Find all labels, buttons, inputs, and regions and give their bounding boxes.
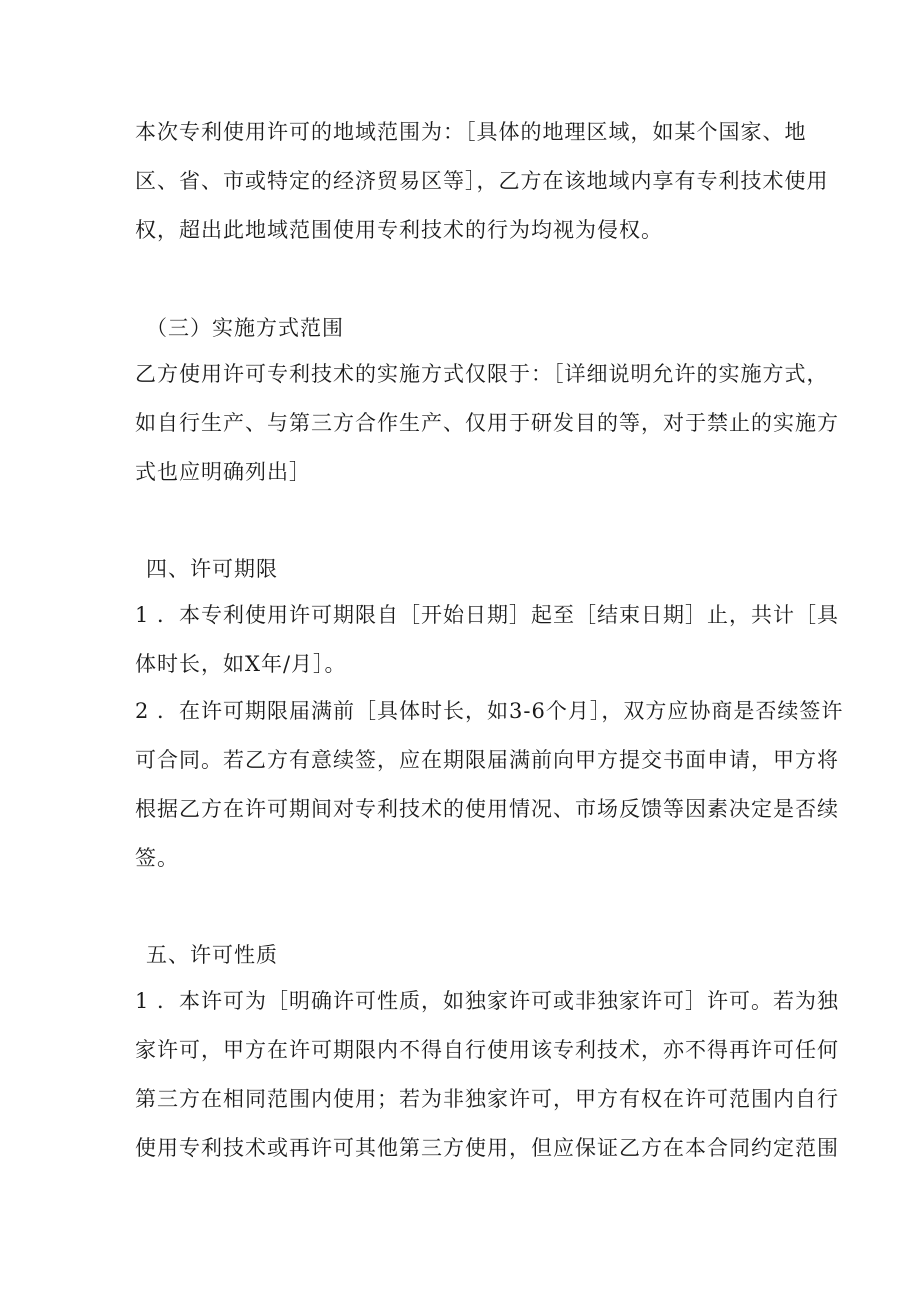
list-item-line: 体时长，如X年/月］。 — [135, 652, 347, 676]
list-item-line: 签。 — [135, 846, 179, 870]
section-heading: 五、许可性质 — [146, 943, 278, 967]
list-item-line: 2 ．在许可期限届满前［具体时长，如3-6个月］，双方应协商是否续签许 — [135, 699, 844, 723]
section-heading: 四、许可期限 — [146, 557, 278, 581]
list-item-line: 使用专利技术或再许可其他第三方使用，但应保证乙方在本合同约定范围 — [135, 1136, 839, 1160]
list-item-line: 根据乙方在许可期间对专利技术的使用情况、市场反馈等因素决定是否续 — [135, 797, 839, 821]
paragraph-line: 区、省、市或特定的经济贸易区等］，乙方在该地域内享有专利技术使用 — [135, 169, 829, 193]
paragraph-line: 权，超出此地域范围使用专利技术的行为均视为侵权。 — [135, 218, 663, 242]
paragraph-line: 如自行生产、与第三方合作生产、仅用于研发目的等，对于禁止的实施方 — [135, 411, 839, 435]
list-item-line: 1 ．本许可为［明确许可性质，如独家许可或非独家许可］许可。若为独 — [135, 989, 840, 1013]
paragraph-line: 本次专利使用许可的地域范围为：［具体的地理区域，如某个国家、地 — [135, 120, 807, 144]
list-item-line: 第三方在相同范围内使用；若为非独家许可，甲方有权在许可范围内自行 — [135, 1087, 839, 1111]
paragraph-line: 式也应明确列出］ — [135, 460, 311, 484]
section-heading: （三）实施方式范围 — [146, 316, 344, 340]
paragraph-line: 乙方使用许可专利技术的实施方式仅限于：［详细说明允许的实施方式， — [135, 362, 829, 386]
list-item-line: 家许可，甲方在许可期限内不得自行使用该专利技术，亦不得再许可任何 — [135, 1038, 839, 1062]
list-item-line: 可合同。若乙方有意续签，应在期限届满前向甲方提交书面申请，甲方将 — [135, 748, 839, 772]
list-item-line: 1 ．本专利使用许可期限自［开始日期］起至［结束日期］止，共计［具 — [135, 603, 840, 627]
